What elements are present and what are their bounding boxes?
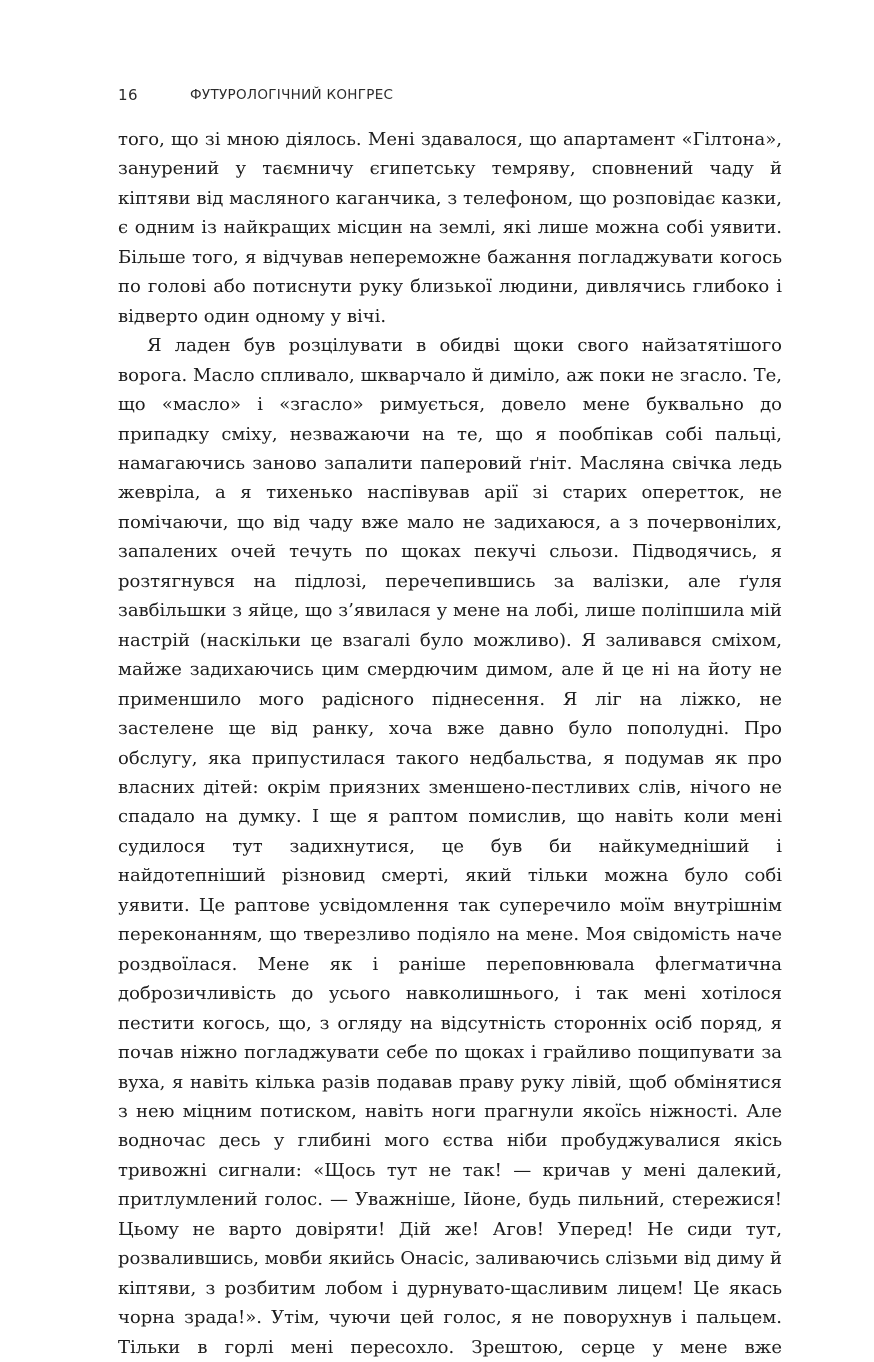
running-title: ФУТУРОЛОГІЧНИЙ КОНГРЕС [190, 87, 394, 103]
paragraph-1: того, що зі мною діялось. Мені здавалося, що апартамент «Гілтона», занурений у таємничу єгипетську темряву, сповнений чаду й кіптяви від масляного каганчика, з телефоном, що розповідає казки, є одним із найкращих місцин на землі, які лише можна собі уявити. Більше того, я відчував непереможне бажання погладжувати когось по голові або потиснути руку близької людини, дивлячись глибоко і відверто один одному у вічі. [118, 129, 782, 327]
page-header [118, 86, 782, 110]
page-number: 16 [118, 86, 139, 104]
paragraph-2: Я ладен був розцілувати в обидві щоки свого найзатятішого ворога. Масло спливало, шкварчало й диміло, аж поки не згасло. Те, що «масло» і «згасло» римується, довело мене буквально до припадку сміху, незважаючи на те, що я пообпікав собі пальці, намагаючись заново запалити паперовий ґніт. Масляна свічка ледь жевріла, а я тихенько наспівував арії зі старих оперетток, не помічаючи, що від чаду вже мало не задихаюся, а з почервонілих, запалених очей течуть по щоках пекучі сльози. Підводячись, я розтягнувся на підлозі, перечепившись за валізки, але ґуля завбільшки з яйце, що з’явилася у мене на лобі, лише поліпшила мій настрій (наскільки це взагалі було можливо). Я заливався сміхом, майже задихаючись цим смердючим димом, але й це ні на йоту не применшило мого радісного піднесення. Я ліг на ліжко, не застелене ще від ранку, хоча вже давно було пополудні. Про обслугу, яка припустилася такого недбальства, я подумав як про власних дітей: окрім приязних зменшено-пестливих слів, нічого не спадало на думку. І ще я раптом помислив, що навіть коли мені судилося тут задихнутися, це був би найкумедніший і найдотепніший різновид смерті, який тільки можна було собі уявити. Це раптове усвідомлення так суперечило моїм внутрішнім переконанням, що тверезливо подіяло на мене. Моя свідомість наче роздвоїлася. Мене як і раніше переповнювала флегматична доброзичливість до усього навколишнього, і так мені хотілося пестити когось, що, з огляду на відсутність сторонніх осіб поряд, я почав ніжно погладжувати себе по щоках і грайливо пощипувати за вуха, я навіть кілька разів подавав праву руку лівій, щоб обмінятися з нею міцним потиском, навіть ноги прагнули якоїсь ніжності. Але водночас десь у глибині мого єства ніби пробуджувалися якісь тривожні сигнали: «Щось тут не так! — кричав у мені далекий, притлумлений голос. — Уважніше, Ійоне, будь пильний, стережися! Цьому не варто довіряти! Дій же! Агов! Уперед! Не сиди тут, розвалившись, мовби якийсь Онасіс, заливаючись слізьми від диму й кіптяви, з розбитим лобом і дурнувато-щасливим лицем! Це якась чорна зрада!». Утім, чуючи цей голос, я не поворухнув і пальцем. Тільки в горлі мені пересохло. Зрештою, серце у мене вже [118, 335, 782, 1358]
body-text [118, 125, 782, 1362]
